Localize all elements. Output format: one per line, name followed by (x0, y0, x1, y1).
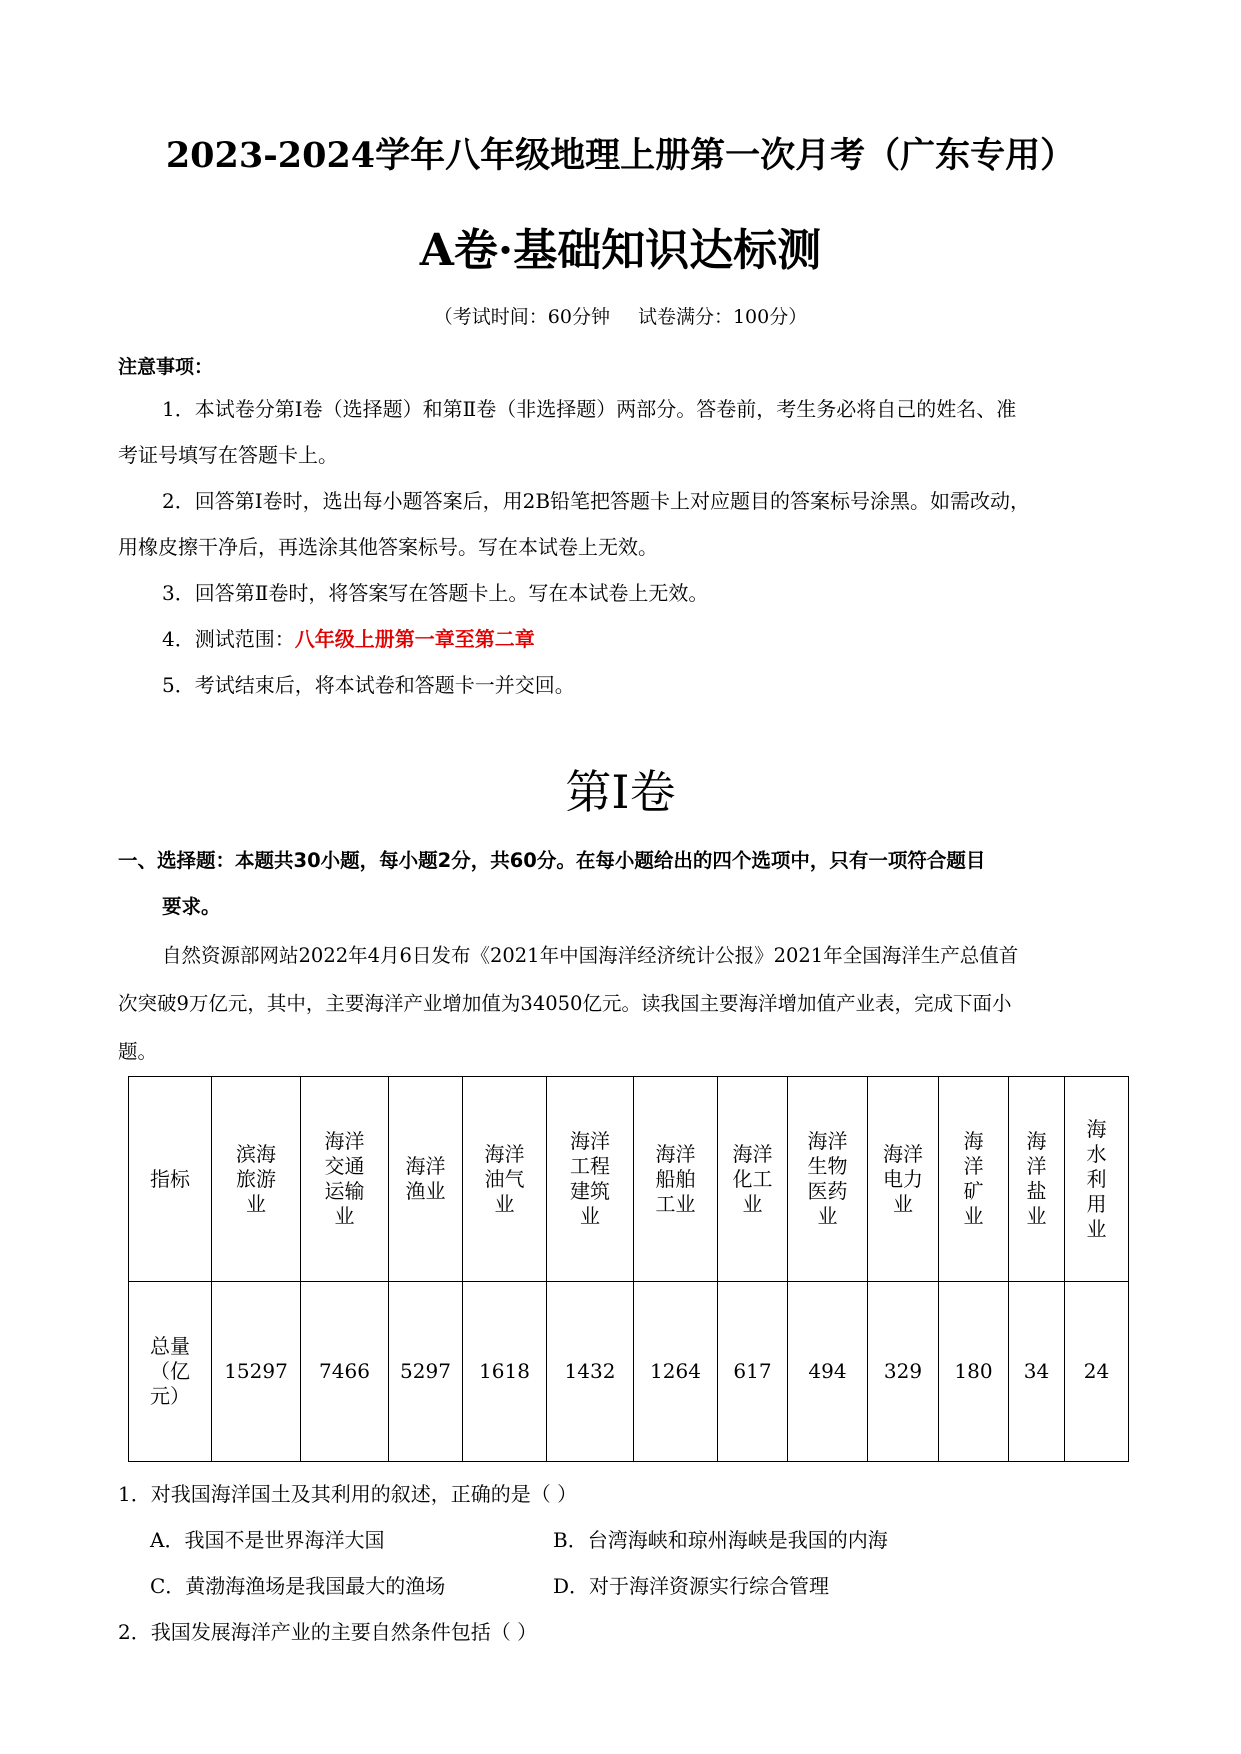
table-cell: 海洋生物医药业 (788, 1077, 868, 1282)
table-cell: 617 (718, 1282, 788, 1462)
table-cell: 1432 (547, 1282, 634, 1462)
table-cell: 海洋工程建筑业 (547, 1077, 634, 1282)
table-cell: 海洋矿业 (939, 1077, 1009, 1282)
table-cell: 海洋电力业 (868, 1077, 939, 1282)
notice-item-2-line1: 2．回答第Ⅰ卷时，选出每小题答案后，用2B铅笔把答题卡上对应题目的答案标号涂黑。如需改动， (162, 489, 1031, 513)
table-cell: 15297 (212, 1282, 301, 1462)
table-cell: 海洋化工业 (718, 1077, 788, 1282)
full-score: 试卷满分：100分） (637, 306, 808, 328)
table-cell: 海洋盐业 (1009, 1077, 1065, 1282)
notice-item-5-text: 5．考试结束后，将本试卷和答题卡一并交回。 (162, 673, 575, 697)
question-1-option-b: B．台湾海峡和琼州海峡是我国的内海 (553, 1528, 888, 1552)
table-cell: 海洋船舶工业 (634, 1077, 718, 1282)
notice-item-2 (118, 478, 1138, 570)
exam-time: （考试时间：60分钟 (433, 306, 610, 328)
question-2: 2．我国发展海洋产业的主要自然条件包括（ ） (118, 1620, 538, 1644)
question-1: 1．对我国海洋国土及其利用的叙述，正确的是（ ） (118, 1482, 578, 1506)
volume-title: 第Ⅰ卷 (565, 765, 676, 819)
table-cell: 180 (939, 1282, 1009, 1462)
notice-heading: 注意事项： (118, 356, 214, 378)
table-cell: 海洋交通运输业 (301, 1077, 389, 1282)
section-heading-line1: 一、选择题：本题共30小题，每小题2分，共60分。在每小题给出的四个选项中，只有一项符合题目 (118, 849, 986, 872)
notice-item-1-line1: 1．本试卷分第Ⅰ卷（选择题）和第Ⅱ卷（非选择题）两部分。答卷前，考生务必将自己的姓名、准 (162, 397, 1017, 421)
table-header-row (129, 1077, 1129, 1282)
table-cell: 1264 (634, 1282, 718, 1462)
table-cell: 指标 (129, 1077, 212, 1282)
notice-item-1-line2: 考证号填写在答题卡上。 (118, 443, 338, 467)
notice-item-3 (118, 570, 1138, 616)
exam-title: 2023-2024学年八年级地理上册第一次月考（广东专用） (165, 135, 1076, 176)
notice-item-4 (118, 616, 1138, 662)
notice-item-3-text: 3．回答第Ⅱ卷时，将答案写在答题卡上。写在本试卷上无效。 (162, 581, 709, 605)
intro-line3: 题。 (118, 1040, 158, 1063)
table-cell: 494 (788, 1282, 868, 1462)
table-cell: 滨海旅游业 (212, 1077, 301, 1282)
industry-table (128, 1076, 1129, 1462)
question-intro (118, 932, 1128, 1076)
notice-item-5 (118, 662, 1138, 708)
intro-line1: 自然资源部网站2022年4月6日发布《2021年中国海洋经济统计公报》2021年全国海洋生产总值首 (162, 944, 1019, 967)
question-1-option-d: D．对于海洋资源实行综合管理 (553, 1574, 830, 1598)
table-cell: 24 (1065, 1282, 1129, 1462)
intro-line2: 次突破9万亿元，其中，主要海洋产业增加值为34050亿元。读我国主要海洋增加值产业表，完成下面小 (118, 992, 1012, 1015)
table-cell: 34 (1009, 1282, 1065, 1462)
notice-item-4-prefix: 4．测试范围： (162, 627, 295, 651)
table-cell: 1618 (463, 1282, 547, 1462)
table-cell: 329 (868, 1282, 939, 1462)
question-1-option-a: A．我国不是世界海洋大国 (150, 1528, 385, 1552)
section-heading-line2: 要求。 (162, 895, 221, 918)
test-scope: 八年级上册第一章至第二章 (294, 627, 535, 651)
notice-item-2-line2: 用橡皮擦干净后，再选涂其他答案标号。写在本试卷上无效。 (118, 535, 658, 559)
exam-info (0, 302, 1241, 329)
table-cell: 7466 (301, 1282, 389, 1462)
table-value-row (129, 1282, 1129, 1462)
exam-subtitle: A卷·基础知识达标测 (419, 225, 822, 276)
table-cell: 海洋渔业 (389, 1077, 463, 1282)
table-cell: 海洋油气业 (463, 1077, 547, 1282)
section-heading (118, 838, 1128, 930)
notice-item-1 (118, 386, 1138, 478)
table-cell: 总量（亿元） (129, 1282, 212, 1462)
question-1-option-c: C．黄渤海渔场是我国最大的渔场 (150, 1574, 446, 1598)
table-cell: 海水利用业 (1065, 1077, 1129, 1282)
table-cell: 5297 (389, 1282, 463, 1462)
